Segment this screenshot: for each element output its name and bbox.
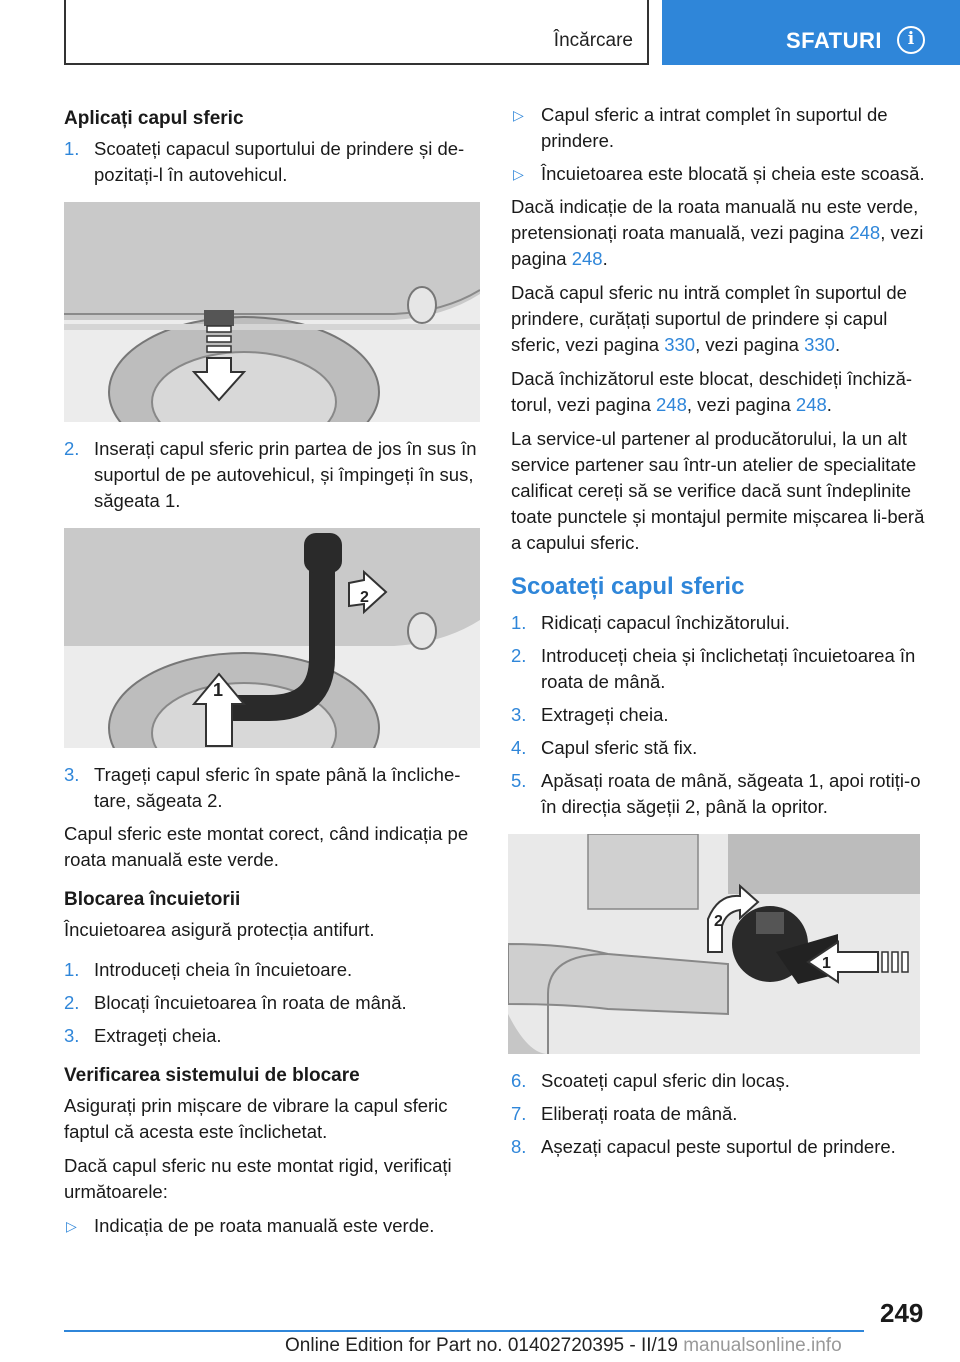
page-link[interactable]: 248 bbox=[795, 394, 827, 415]
list-text: Extrageți cheia. bbox=[94, 1025, 222, 1046]
footer-divider bbox=[64, 1330, 864, 1332]
list-number: 3. bbox=[64, 764, 80, 785]
list-item bbox=[511, 1134, 931, 1160]
header-tab-label: SFATURI bbox=[786, 28, 882, 53]
figure-arrow-label-1: 1 bbox=[822, 955, 831, 972]
list-text: Introduceți cheia și înclichetați încuietoarea în roata de mână. bbox=[541, 645, 916, 692]
footer-brand-watermark: manualsonline.info bbox=[683, 1335, 842, 1356]
list-text: Introduceți cheia în încuietoare. bbox=[94, 959, 353, 980]
paragraph: Dacă capul sferic nu intră complet în suportul de prindere, curățați suportul de prindere și capul sferic, vezi pagina 330, vezi pagina 330. bbox=[511, 282, 907, 355]
list-item bbox=[64, 436, 480, 514]
figure-insert-ball-head bbox=[64, 528, 480, 748]
bullet-text: Indicația de pe roata manuală este verde. bbox=[94, 1215, 435, 1236]
triangle-bullet-icon: ▷ bbox=[513, 107, 524, 123]
list-text: Scoateți capul sferic din locaș. bbox=[541, 1070, 790, 1091]
list-item bbox=[511, 610, 931, 636]
paragraph: Dacă indicație de la roata manuală nu este verde, pretensionați roata manuală, vezi pagina 248, vezi pagina 248. bbox=[511, 196, 924, 269]
list-text: Scoateți capacul suportului de prindere și de-pozitați-l în autovehicul. bbox=[94, 138, 465, 185]
list-number: 2. bbox=[64, 438, 80, 459]
header-section-label: Încărcare bbox=[553, 30, 633, 51]
list-item bbox=[511, 1101, 931, 1127]
heading-remove-ball-head: Scoateți capul sferic bbox=[511, 573, 745, 600]
list-item bbox=[64, 762, 480, 814]
paragraph: Asigurați prin mișcare de vibrare la capul sferic faptul că acesta este înclichetat. bbox=[64, 1095, 448, 1142]
bullet-item bbox=[511, 102, 931, 154]
list-number: 3. bbox=[511, 704, 527, 725]
list-item bbox=[511, 768, 931, 820]
figure-hand-wheel-drawing bbox=[508, 834, 920, 1054]
paragraph: Încuietoarea asigură protecția antifurt. bbox=[64, 919, 375, 940]
list-item bbox=[511, 735, 931, 761]
page-link[interactable]: 248 bbox=[656, 394, 687, 415]
heading-lock: Blocarea încuietorii bbox=[64, 889, 241, 910]
page-number: 249 bbox=[880, 1298, 924, 1328]
list-text: Inserați capul sferic prin partea de jos în sus în suportul de pe autovehicul, și împingeți în sus, săgeata 1. bbox=[94, 438, 477, 511]
header-tab-sfaturi[interactable] bbox=[662, 0, 960, 65]
figure-arrow-label-1: 1 bbox=[213, 680, 224, 700]
list-number: 2. bbox=[511, 645, 527, 666]
list-number: 6. bbox=[511, 1070, 527, 1091]
bullet-text: Încuietoarea este blocată și cheia este scoasă. bbox=[541, 163, 925, 184]
list-text: Așezați capacul peste suportul de prindere. bbox=[541, 1136, 896, 1157]
list-text: Eliberați roata de mână. bbox=[541, 1103, 738, 1124]
figure-arrow-label-2: 2 bbox=[360, 589, 369, 606]
list-item bbox=[511, 702, 931, 728]
footer-edition-text: Online Edition for Part no. 01402720395 - II/19 bbox=[285, 1335, 678, 1356]
bullet-text: Capul sferic a intrat complet în suportul de prindere. bbox=[541, 104, 888, 151]
triangle-bullet-icon: ▷ bbox=[66, 1218, 77, 1234]
list-number: 2. bbox=[64, 992, 80, 1013]
figure-remove-cover-drawing bbox=[64, 202, 480, 422]
list-text: Capul sferic stă fix. bbox=[541, 737, 698, 758]
footer-edition bbox=[285, 1335, 842, 1357]
list-number: 3. bbox=[64, 1025, 80, 1046]
heading-verify-lock: Verificarea sistemului de blocare bbox=[64, 1065, 360, 1086]
paragraph: La service-ul partener al producătorului, la un alt service partener sau într-un atelier de specialitate calificat cereți să se verifice dacă sunt îndeplinite toate punctele și montajul permite mișcarea li-beră a capului sferic. bbox=[511, 428, 925, 553]
info-icon: i bbox=[897, 26, 925, 54]
list-text: Extrageți cheia. bbox=[541, 704, 669, 725]
page-link[interactable]: 248 bbox=[849, 222, 881, 243]
page-link[interactable]: 248 bbox=[571, 248, 603, 269]
list-item bbox=[64, 1023, 480, 1049]
figure-arrow-label-2: 2 bbox=[714, 913, 723, 930]
paragraph: Dacă închizătorul este blocat, deschideți închiză-torul, vezi pagina 248, vezi pagina 248. bbox=[511, 368, 913, 415]
list-number: 1. bbox=[64, 138, 80, 159]
list-number: 1. bbox=[511, 612, 527, 633]
list-item bbox=[511, 643, 931, 695]
figure-insert-ball-head-drawing bbox=[64, 528, 480, 748]
paragraph: Dacă capul sferic nu este montat rigid, verificați următoarele: bbox=[64, 1155, 452, 1202]
list-text: Trageți capul sferic în spate până la încliche-tare, săgeata 2. bbox=[94, 764, 461, 811]
page-link[interactable]: 330 bbox=[664, 334, 696, 355]
list-number: 5. bbox=[511, 770, 527, 791]
heading-apply-ball-head: Aplicați capul sferic bbox=[64, 108, 244, 129]
triangle-bullet-icon: ▷ bbox=[513, 166, 524, 182]
list-text: Ridicați capacul închizătorului. bbox=[541, 612, 790, 633]
left-column bbox=[64, 102, 480, 1246]
list-item bbox=[511, 1068, 931, 1094]
list-item bbox=[64, 957, 480, 983]
list-text: Apăsați roata de mână, săgeata 1, apoi rotiți-o în direcția săgeții 2, până la opritor. bbox=[541, 770, 921, 817]
right-column bbox=[511, 102, 931, 1167]
list-text: Blocați încuietoarea în roata de mână. bbox=[94, 992, 407, 1013]
list-item bbox=[64, 136, 480, 188]
bullet-item bbox=[511, 161, 931, 187]
list-item bbox=[64, 990, 480, 1016]
list-number: 1. bbox=[64, 959, 80, 980]
page-link[interactable]: 330 bbox=[804, 334, 835, 355]
figure-hand-wheel bbox=[508, 834, 920, 1054]
header-section-box bbox=[64, 0, 649, 65]
list-number: 4. bbox=[511, 737, 527, 758]
bullet-item bbox=[64, 1213, 480, 1239]
paragraph: Capul sferic este montat corect, când indicația pe roata manuală este verde. bbox=[64, 823, 469, 870]
figure-remove-cover bbox=[64, 202, 480, 422]
list-number: 7. bbox=[511, 1103, 527, 1124]
list-number: 8. bbox=[511, 1136, 527, 1157]
